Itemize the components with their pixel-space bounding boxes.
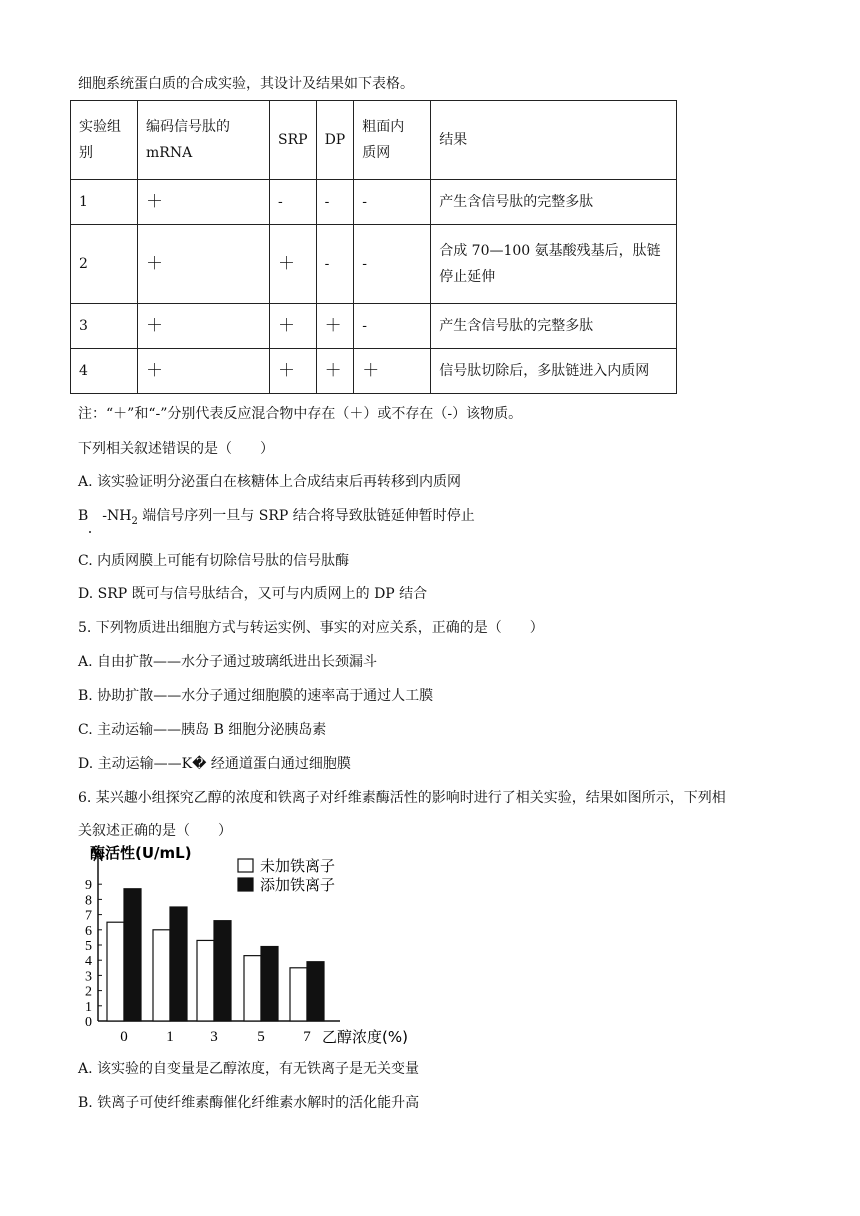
table-header-row: [71, 101, 677, 180]
q5-option-b: B. 协助扩散——水分子通过细胞膜的速率高于通过人工膜: [78, 688, 434, 704]
y-tick-label: 4: [85, 954, 92, 970]
table-row: [71, 304, 677, 349]
bar: [107, 922, 124, 1021]
table-row: [71, 225, 677, 304]
option-dot: [89, 531, 91, 533]
bar: [244, 956, 261, 1021]
cell-result: 合成 70—100 氨基酸残基后，肽链 停止延伸: [431, 225, 677, 304]
q5-stem: 5. 下列物质进出细胞方式与转运实例、事实的对应关系，正确的是（ ）: [78, 620, 544, 636]
header-dp: DP: [316, 101, 354, 180]
y-tick-label: 0: [85, 1015, 92, 1030]
header-result: 结果: [431, 101, 677, 180]
x-tick-label: 0: [120, 1029, 128, 1045]
cell-dp: -: [316, 180, 354, 225]
table-row: [71, 349, 677, 394]
table-row: [71, 180, 677, 225]
legend-swatch: [238, 859, 253, 872]
q4-option-d: D. SRP 既可与信号肽结合，又可与内质网上的 DP 结合: [78, 586, 428, 602]
q6-stem-line1: 6. 某兴趣小组探究乙醇的浓度和铁离子对纤维素酶活性的影响时进行了相关实验，结果如图所示，下列相: [78, 790, 726, 806]
bar: [307, 962, 324, 1021]
cell-group: 4: [71, 349, 138, 394]
q6-stem-line2: 关叙述正确的是（ ）: [78, 823, 232, 839]
legend-label: 未加铁离子: [260, 857, 336, 875]
y-axis-label: 酶活性(U/mL): [90, 844, 192, 862]
q4-option-b: B $-NH_2$ 端信号序列一旦与 SRP 结合将导致肽链延伸暂时停止: [78, 508, 475, 527]
experiment-table: [70, 100, 677, 394]
cell-srp: ＋: [270, 225, 317, 304]
x-tick-label: 3: [210, 1029, 218, 1045]
bar: [290, 968, 307, 1021]
q6-option-b: B. 铁离子可使纤维素酶催化纤维素水解时的活化能升高: [78, 1095, 420, 1111]
cell-result: 产生含信号肽的完整多肽: [431, 180, 677, 225]
cell-er: -: [354, 180, 431, 225]
y-tick-label: 1: [85, 999, 92, 1015]
cell-srp: ＋: [270, 304, 317, 349]
cell-result: 产生含信号肽的完整多肽: [431, 304, 677, 349]
q6-option-a: A. 该实验的自变量是乙醇浓度，有无铁离子是无关变量: [78, 1061, 420, 1077]
bar: [261, 947, 278, 1021]
cell-group: 2: [71, 225, 138, 304]
y-tick-label: 6: [85, 923, 92, 939]
cell-group: 3: [71, 304, 138, 349]
bar: [153, 930, 170, 1021]
header-group: 实验组 别: [71, 101, 138, 180]
header-er: 粗面内 质网: [354, 101, 431, 180]
enzyme-activity-chart: [72, 843, 432, 1045]
y-tick-label: 7: [85, 908, 92, 924]
legend-label: 添加铁离子: [260, 876, 336, 894]
cell-dp: ＋: [316, 304, 354, 349]
header-srp: SRP: [270, 101, 317, 180]
q4-stem: 下列相关叙述错误的是（ ）: [78, 441, 274, 457]
y-tick-label: 3: [85, 969, 92, 985]
cell-mrna: ＋: [138, 349, 270, 394]
y-tick-label: 9: [85, 878, 92, 894]
cell-dp: ＋: [316, 349, 354, 394]
cell-srp: -: [270, 180, 317, 225]
q4-option-a: A. 该实验证明分泌蛋白在核糖体上合成结束后再转移到内质网: [78, 474, 462, 490]
x-tick-label: 5: [257, 1029, 265, 1045]
cell-er: -: [354, 225, 431, 304]
y-tick-label: 5: [85, 939, 92, 954]
header-mrna: 编码信号肽的 mRNA: [138, 101, 270, 180]
bar: [214, 921, 231, 1021]
y-tick-label: 2: [85, 984, 92, 1000]
cell-mrna: ＋: [138, 225, 270, 304]
q5-option-a: A. 自由扩散——水分子通过玻璃纸进出长颈漏斗: [78, 654, 378, 670]
cell-er: ＋: [354, 349, 431, 394]
cell-result: 信号肽切除后，多肽链进入内质网: [431, 349, 677, 394]
cell-dp: -: [316, 225, 354, 304]
bar: [197, 940, 214, 1021]
q4-option-c: C. 内质网膜上可能有切除信号肽的信号肽酶: [78, 553, 350, 569]
cell-group: 1: [71, 180, 138, 225]
intro-text: 细胞系统蛋白质的合成实验，其设计及结果如下表格。: [78, 76, 414, 92]
q5-option-d: D. 主动运输——K� 经通道蛋白通过细胞膜: [78, 756, 351, 772]
q5-option-c: C. 主动运输——胰岛 B 细胞分泌胰岛素: [78, 722, 327, 738]
cell-srp: ＋: [270, 349, 317, 394]
cell-mrna: ＋: [138, 180, 270, 225]
y-tick-label: 8: [85, 893, 92, 909]
table-note: 注：“＋”和“-”分别代表反应混合物中存在（＋）或不存在（-）该物质。: [78, 406, 523, 422]
legend-swatch: [238, 878, 253, 891]
bar: [170, 907, 187, 1021]
x-tick-label: 7: [303, 1029, 311, 1045]
cell-mrna: ＋: [138, 304, 270, 349]
cell-er: -: [354, 304, 431, 349]
x-axis-label: 乙醇浓度(%): [322, 1028, 408, 1045]
x-tick-label: 1: [166, 1029, 174, 1045]
bar: [124, 889, 141, 1021]
